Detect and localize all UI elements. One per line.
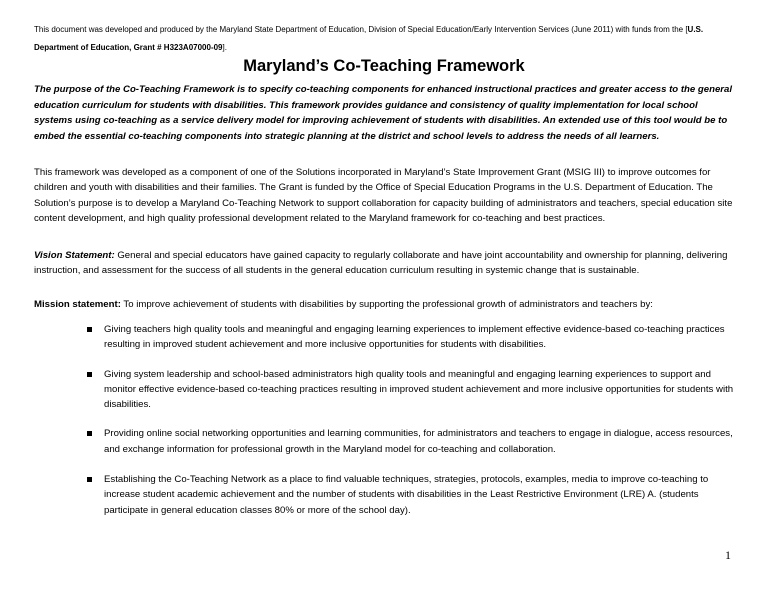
square-bullet-icon [87, 372, 92, 377]
mission-text: To improve achievement of students with disabilities by supporting the professional growth of administrators and teachers by: [120, 299, 653, 310]
funding-note-prefix: This document was developed and produced by the Maryland State Department of Education, Division of Special Education/Early Intervention Services (June 2011) with funds from the [ [34, 25, 688, 34]
mission-bullet-list [0, 318, 768, 518]
vision-statement [34, 248, 740, 279]
list-item-text: Giving teachers high quality tools and meaningful and engaging learning experiences to implement effective evidence-based co-teaching practices resulting in improved student achievement and more inclusive opportunities for students with disabilities. [104, 324, 725, 351]
list-item-text: Establishing the Co-Teaching Network as a place to find valuable techniques, strategies, protocols, examples, media to improve co-teaching to increase student academic achievement and the number of students with disabilities in the Least Restrictive Environment (LRE) A. (students participate in general education classes 80% or more of the school day). [104, 474, 709, 516]
intro-paragraph: This framework was developed as a component of one of the Solutions incorporated in Maryland’s State Improvement Grant (MSIG III) to improve outcomes for children and youth with disabilities and their families. The Grant is funded by the Office of Special Education Programs in the U.S. Department of Education. The Solution’s purpose is to develop a Maryland Co-Teaching Network to support collaboration for capacity building of administrators and teachers, special education site content development, and high quality professional development related to the Maryland framework for co-teaching and best practices. [34, 167, 733, 224]
square-bullet-icon [87, 477, 92, 482]
list-item [0, 426, 736, 457]
list-item [0, 472, 736, 518]
page-number: 1 [725, 548, 731, 562]
list-item-text: Giving system leadership and school-based administrators high quality tools and meaningful and engaging learning experiences to support and monitor effective evidence-based co-teaching practices resulting in improved student achievement and more inclusive opportunities for students with disabilities. [104, 368, 734, 411]
vision-label: Vision Statement: [34, 250, 115, 261]
vision-text: General and special educators have gained capacity to regularly collaborate and have joint accountability and ownership for planning, delivering instruction, and assessment for the success of all students in the general education curriculum resulting in systemic change that is sustainable. [34, 250, 728, 277]
page-title: Maryland’s Co-Teaching Framework [243, 57, 525, 75]
list-item [0, 322, 736, 353]
list-item-text: Providing online social networking opportunities and learning communities, for administrators and teachers to engage in dialogue, access resources, and exchange information for professional growth in the Maryland model for co-teaching and collaboration. [104, 428, 733, 455]
funding-note-grant: U.S. Department of Education, Grant # H323A07000-09 [34, 25, 704, 52]
square-bullet-icon [87, 327, 92, 332]
funding-note [34, 21, 734, 57]
square-bullet-icon [87, 431, 92, 436]
list-item [0, 367, 736, 413]
mission-statement [34, 297, 740, 312]
funding-note-suffix: ]. [222, 43, 227, 52]
mission-label: Mission statement: [34, 299, 121, 310]
purpose-paragraph: The purpose of the Co-Teaching Framework is to specify co-teaching components for enhanced instructional practices and greater access to the general education curriculum for students with disabilities. This framework provides guidance and consistency of quality implementation for local school systems using co-teaching as a service delivery model for improving achievement of students with disabilities. An extended use of this tool would be to embed the essential co-teaching components into strategic planning at the district and school levels to address the needs of all learners. [34, 84, 733, 142]
